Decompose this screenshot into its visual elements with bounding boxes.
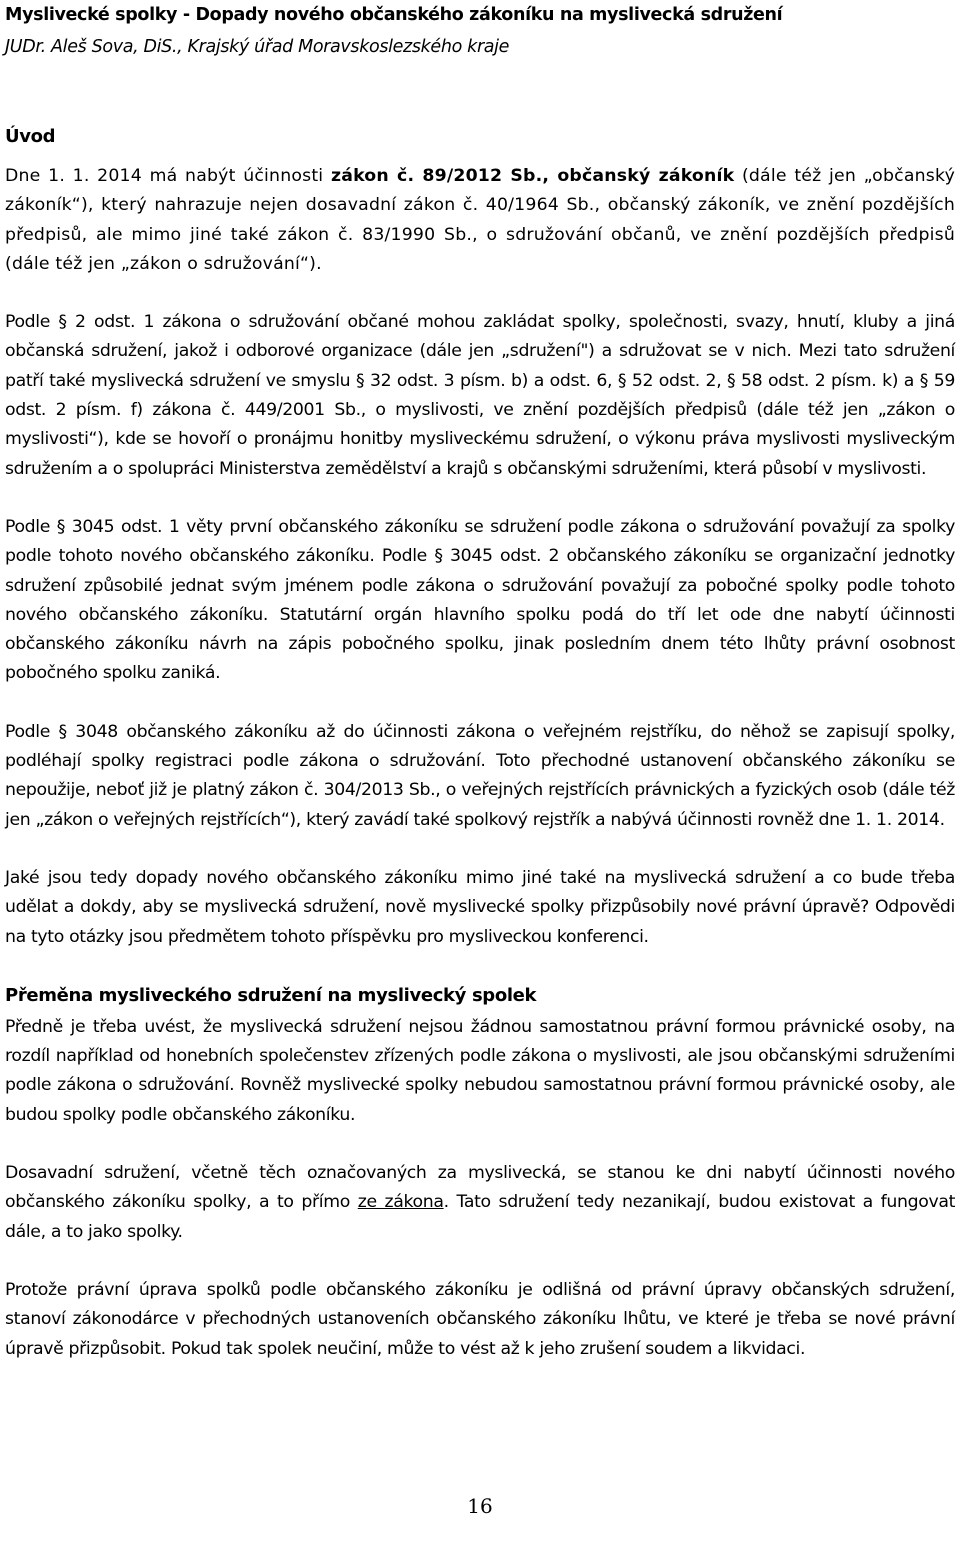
intro-paragraph-1-text-a: Dne 1. 1. 2014 má nabýt účinnosti — [5, 166, 331, 186]
section2-paragraph-3: Protože právní úprava spolků podle občanského zákoníku je odlišná od právní úpravy občanských sdružení, stanoví zákonodárce v přechodných ustanoveních občanského zákoníku lhůtu, ve které je třeba se nové právní úpravě přizpůsobit. Pokud tak spolek neučiní, může to vést až k jeho zrušení soudem a likvidaci. — [5, 1279, 955, 1359]
document-author: JUDr. Aleš Sova, DiS., Krajský úřad Moravskoslezského kraje — [5, 37, 510, 57]
section2-paragraph-2 — [5, 1159, 955, 1247]
intro-paragraph-2: Podle § 2 odst. 1 zákona o sdružování občané mohou zakládat spolky, společnosti, svazy, hnutí, kluby a jiná občanská sdružení, jakož i odborové organizace (dále jen „sdružení") a sdružovat se v nich. Mezi tato sdružení patří také myslivecká sdružení ve smyslu § 32 odst. 3 písm. b) a odst. 6, § 52 odst. 2, § 58 odst. 2 písm. k) a § 59 odst. 2 písm. f) zákona č. 449/2001 Sb., o myslivosti, ve znění pozdějších předpisů (dále též jen „zákon o myslivosti“), kde se hovoří o pronájmu honitby mysliveckému sdružení, o výkonu práva myslivosti mysliveckým sdružením a o spolupráci Ministerstva zemědělství a krajů s občanskými sdruženími, která působí v myslivosti. — [5, 312, 955, 479]
document-page — [5, 2, 955, 1364]
page-number: 16 — [467, 1494, 493, 1518]
section-heading-transformation: Přeměna mysliveckého sdružení na myslivecký spolek — [5, 984, 537, 1006]
intro-paragraph-1 — [5, 162, 955, 279]
intro-paragraph-4: Podle § 3048 občanského zákoníku až do účinnosti zákona o veřejném rejstříku, do něhož se zapisují spolky, podléhají spolky registraci podle zákona o sdružování. Toto přechodné ustanovení občanského zákoníku se nepoužije, neboť již je platný zákon č. 304/2013 Sb., o veřejných rejstřících právnických a fyzických osob (dále též jen „zákon o veřejných rejstřících“), který zavádí také spolkový rejstřík a nabývá účinnosti rovněž dne 1. 1. 2014. — [5, 721, 955, 830]
underlined-phrase: ze zákona — [357, 1192, 444, 1213]
intro-paragraph-1-text-c: (dále též jen „občanský zákoník“), který nahrazuje nejen dosavadní zákon č. 40/1964 Sb., občanský zákoník, ve znění pozdějších předpisů, ale mimo jiné také zákon č. 83/1990 Sb., o sdružování občanů, ve znění pozdějších předpisů (dále též jen „zákon o sdružování“). — [5, 166, 955, 274]
document-title: Myslivecké spolky - Dopady nového občanského zákoníku na myslivecká sdružení — [5, 5, 783, 25]
section-heading-intro: Úvod — [5, 126, 56, 147]
section2-paragraph-2-text-c: . Tato sdružení tedy nezanikají, budou existovat a fungovat dále, a to jako spolky. — [5, 1192, 956, 1242]
intro-paragraph-1-law-name: zákon č. 89/2012 Sb., občanský zákoník — [330, 166, 735, 186]
section2-paragraph-2-text-a: Dosavadní sdružení, včetně těch označovaných za myslivecká, se stanou ke dni nabytí účinnosti nového občanského zákoníku spolky, a to přímo — [5, 1163, 955, 1213]
intro-paragraph-5: Jaké jsou tedy dopady nového občanského zákoníku mimo jiné také na myslivecká sdružení a co bude třeba udělat a dokdy, aby se myslivecká sdružení, nově myslivecké spolky přizpůsobily nové právní úpravě? Odpovědi na tyto otázky jsou předmětem tohoto příspěvku pro mysliveckou konferenci. — [5, 867, 955, 947]
section2-paragraph-1: Předně je třeba uvést, že myslivecká sdružení nejsou žádnou samostatnou právní formou právnické osoby, na rozdíl například od honebních společenstev zřízených podle zákona o myslivosti, ale jsou občanskými sdruženími podle zákona o sdružování. Rovněž myslivecké spolky nebudou samostatnou právní formou právnické osoby, ale budou spolky podle občanského zákoníku. — [5, 1016, 955, 1125]
intro-paragraph-3: Podle § 3045 odst. 1 věty první občanského zákoníku se sdružení podle zákona o sdružování považují za spolky podle tohoto nového občanského zákoníku. Podle § 3045 odst. 2 občanského zákoníku se organizační jednotky sdružení způsobilé jednat svým jménem podle zákona o sdružování považují za pobočné spolky podle tohoto nového občanského zákoníku. Statutární orgán hlavního spolku podá do tří let ode dne nabytí účinnosti občanského zákoníku návrh na zápis pobočného spolku, jinak posledním dnem této lhůty právní osobnost pobočného spolku zaniká. — [5, 516, 955, 684]
